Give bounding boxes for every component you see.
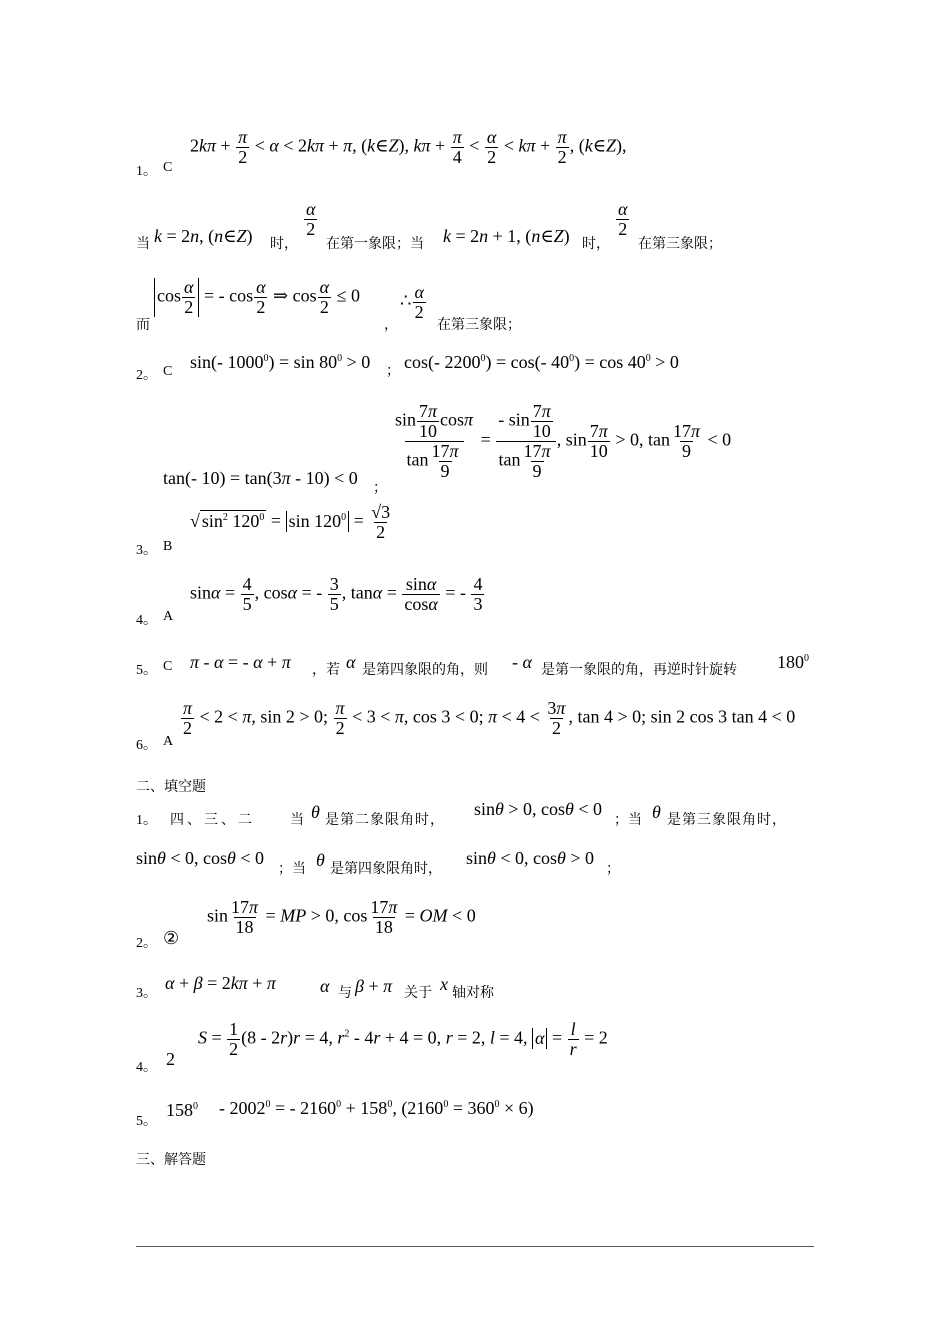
q6-formula: $\frac{\pi}{2}$ < 2 < π, sin 2 > 0; $\frac{\pi}{2}$ < 3 < π, cos 3 < 0; π < 4 < $\frac{3\pi}{2}$ , tan 4 > 0; sin 2 cos 3 tan 4 < 0: [183, 698, 796, 738]
f3-number: 3。: [136, 986, 157, 1001]
q2-number: 2。: [136, 368, 157, 383]
f4-answer: 2: [166, 1049, 175, 1069]
q1-note1-c: 在第一象限；当: [326, 237, 424, 252]
q1-note2-a: 而: [136, 318, 150, 333]
f1-t5: ；当: [278, 862, 306, 877]
f3-x: x: [440, 974, 448, 994]
q2-answer: C: [163, 364, 173, 379]
q3-answer: B: [163, 539, 173, 554]
f1-t7: ；: [606, 862, 620, 877]
f4-formula: S = $\frac{1}{2}$ (8 - 2r)r = 4, $r^2 - 4r + 4 = 0$, r = 2, l = 4, α = $\frac{l}{r}$ = 2: [198, 1019, 608, 1059]
f1-t1: 当: [290, 813, 304, 828]
q1-note1-a: 当: [136, 237, 150, 252]
f1-theta-3: θ: [316, 850, 325, 870]
f1-formula3: sinθ < 0, cosθ > 0: [466, 848, 595, 868]
f1-number: 1。: [136, 813, 157, 828]
q1-note1-b: 时，: [270, 237, 298, 252]
f4-number: 4。: [136, 1060, 157, 1075]
f3-formula: α + β = 2kπ + π: [165, 973, 276, 993]
q4-answer: A: [163, 609, 174, 624]
f1-t3: ；当: [614, 813, 642, 828]
q6-number: 6。: [136, 738, 157, 753]
q1-note1-frac1: $\frac{\alpha}{2}$: [306, 199, 316, 239]
f2-formula: sin $\frac{17\pi}{18}$ = MP > 0, cos $\frac{17\pi}{18}$ = OM < 0: [207, 897, 476, 937]
q5-answer: C: [163, 659, 173, 674]
q2-sep2: ；: [373, 481, 387, 496]
footer-rule: [136, 1246, 814, 1247]
q1-formula: 2kπ + $\frac{\pi}{2}$ < α < 2kπ + π, (k∈Z), kπ + $\frac{\pi}{4}$ < $\frac{\alpha}{2}$ < kπ + $\frac{\pi}{2}$ , (k∈Z),: [190, 127, 627, 167]
f5-number: 5。: [136, 1114, 157, 1129]
f1-formula2: sinθ < 0, cosθ < 0: [136, 848, 265, 868]
f1-theta-1: θ: [311, 802, 320, 822]
q1-note2-formula: cos $\frac{\alpha}{2}$ = - cos $\frac{\alpha}{2}$ ⇒ cos $\frac{\alpha}{2}$ ≤ 0: [154, 278, 360, 317]
f1-t6: 是第四象限角时，: [330, 862, 442, 877]
q1-note1-cond2: k = 2n + 1, (n∈Z): [443, 226, 570, 246]
q1-note1-frac2: $\frac{\alpha}{2}$: [618, 199, 628, 239]
q1-note1-d: 时，: [582, 237, 610, 252]
q1-note1-e: 在第三象限；: [638, 237, 722, 252]
q3-formula: √ $\sin^2 120^0 = \sin 120^0$ = $\frac{√3}{2}$: [190, 502, 391, 542]
f5-formula: - $2002^0$ = - $2160^0 + 158^0$, $(2160^0 = 360^0 \times 6)$: [219, 1098, 534, 1118]
q4-number: 4。: [136, 613, 157, 628]
q5-number: 5。: [136, 663, 157, 678]
q1-note2-c: 在第三象限；: [437, 318, 521, 333]
f3-alpha: α: [320, 976, 330, 996]
f1-t4: 是第三象限角时，: [667, 813, 787, 828]
q2-sep1: ；: [386, 364, 400, 379]
f3-beta-pi: β + π: [355, 976, 393, 996]
q1-note1-cond1: k = 2n, (n∈Z): [154, 226, 253, 246]
f1-theta-2: θ: [652, 802, 661, 822]
f3-t1: 与: [338, 986, 352, 1001]
f2-number: 2。: [136, 936, 157, 951]
section3-heading: 三、解答题: [136, 1153, 206, 1168]
q3-number: 3。: [136, 543, 157, 558]
q5-t3: 是第一象限的角，再逆时针旋转: [541, 663, 737, 678]
f3-t3: 轴对称: [452, 986, 494, 1001]
q5-neg-alpha: - α: [512, 652, 532, 672]
section2-heading: 二、填空题: [136, 780, 206, 795]
q2-formula2: cos(- $2200^0) = \cos(-$ $40^0) = \cos 40^0 > 0$: [404, 352, 679, 372]
q5-t1: ，若: [312, 663, 340, 678]
q5-t2: 是第四象限的角，则: [362, 663, 488, 678]
q4-formula: sinα = $\frac{4}{5}$ , cosα = - $\frac{3}{5}$ , tanα = $\frac{\sin\alpha}{\cos\alpha}$ = - $\frac{4}{3}$: [190, 574, 483, 614]
q1-note2-b: ，: [384, 318, 398, 333]
q2-formula4: sin $\frac{7\pi}{10}$ cosπ tan $\frac{17\pi}{9}$ = - sin $\frac{7\pi}{10}$ tan $\frac{17\pi}{9}$ , sin $\frac{7\pi}{10}$ > 0, tan $\frac{17\pi}{9}$ < 0: [395, 401, 732, 481]
f1-t2: 是第二象限角时，: [325, 813, 445, 828]
q6-answer: A: [163, 734, 174, 749]
f1-formula1: sinθ > 0, cosθ < 0: [474, 799, 603, 819]
q5-formula1: π - α = - α + π: [190, 652, 291, 672]
q5-alpha: α: [346, 652, 356, 672]
q1-answer: C: [163, 160, 173, 175]
f3-t2: 关于: [404, 986, 432, 1001]
f2-answer: ②: [163, 928, 180, 948]
f5-answer: $158^0$: [166, 1100, 198, 1120]
q1-number: 1。: [136, 164, 157, 179]
q1-note2-therefore: ∴ $\frac{\alpha}{2}$: [400, 282, 424, 322]
q2-formula3: tan(- 10) = tan(3π - 10) < 0: [163, 468, 358, 488]
q5-angle: $180^0$: [777, 652, 809, 672]
f1-answer: 四、三、二: [170, 813, 255, 828]
q2-formula1: sin(- $1000^0) = \sin 80^0 > 0$: [190, 352, 371, 372]
